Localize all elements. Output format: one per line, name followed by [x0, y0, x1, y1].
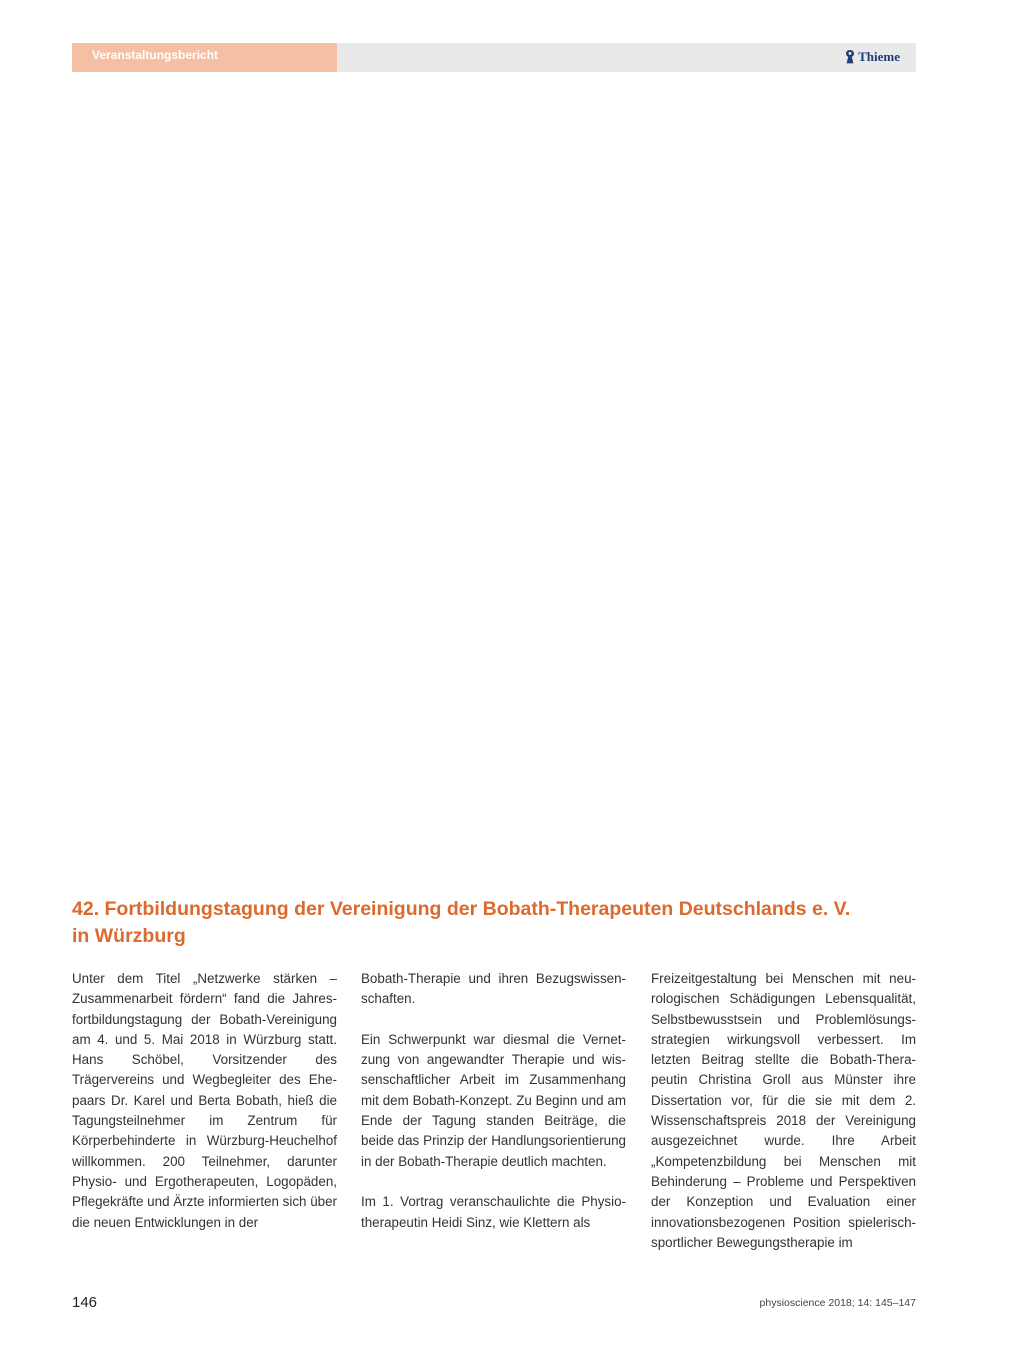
logo-text: Thieme [858, 49, 900, 64]
running-header [72, 43, 916, 72]
text-column-3 [651, 969, 916, 1259]
paragraph: Im 1. Vortrag veranschaulichte die Physiotherapeutin Heidi Sinz, wie Klettern als [361, 1194, 626, 1230]
page-number: 146 [72, 1294, 98, 1311]
section-label: Veranstaltungsbericht [92, 48, 219, 62]
paragraph: Freizeitgestaltung bei Menschen mit neurologischen Schädigungen Lebensqualität, Selbstbewusstsein und Problemlösungsstrategien wirkungsvoll verbessert. Im letzten Beitrag stellte die Bobath-Therapeutin Christina Groll aus Münster ihre Dissertation vor, für die sie mit dem 2. Wissenschaftspreis 2018 der Vereinigung ausgezeichnet wurde. Ihre Arbeit „Kompetenzbildung bei Menschen mit Behinderung – Probleme und Perspektiven der Konzeption und Evaluation einer innovationsbezogenen Position spielerisch-sportlicher Bewegungstherapie im [651, 971, 916, 1250]
thieme-logo-icon [845, 50, 855, 64]
paragraph: Ein Schwerpunkt war diesmal die Vernetzung von angewandter Therapie und wissenschaftlicher Arbeit im Zusammenhang mit dem Bobath-Konzept. Zu Beginn und am Ende der Tagung standen Beiträge, die beide das Prinzip der Handlungsorientierung in der Bobath-Therapie deutlich machten. [361, 1031, 626, 1169]
section-tab [72, 43, 337, 72]
text-column-1 [72, 969, 337, 1259]
text-column-2 [361, 969, 626, 1259]
paragraph: Unter dem Titel „Netzwerke stärken – Zusammenarbeit fördern“ fand die Jahresfortbildungstagung der Bobath-Vereinigung am 4. und 5. Mai 2018 in Würzburg statt. Hans Schöbel, Vorsitzender des Trägervereins und Wegbegleiter des Ehepaars Dr. Karel und Berta Bobath, hieß die Tagungsteilnehmer im Zentrum für Körperbehinderte in Würzburg-Heuchelhof willkommen. 200 Teilnehmer, darunter Physio- und Ergotherapeuten, Logopäden, Pflegekräfte und Ärzte informierten sich über die neuen Entwicklungen in der [72, 971, 337, 1230]
article-title-line-1: 42. Fortbildungstagung der Vereinigung der Bobath-Therapeuten Deutschlands e. V. [72, 898, 851, 920]
journal-citation: physioscience 2018; 14: 145–147 [759, 1297, 916, 1309]
article-title [72, 896, 932, 950]
paragraph: Bobath-Therapie und ihren Bezugswissenschaften. [361, 971, 626, 1007]
article-title-line-2: in Würzburg [72, 925, 186, 947]
publisher-logo [845, 49, 900, 65]
